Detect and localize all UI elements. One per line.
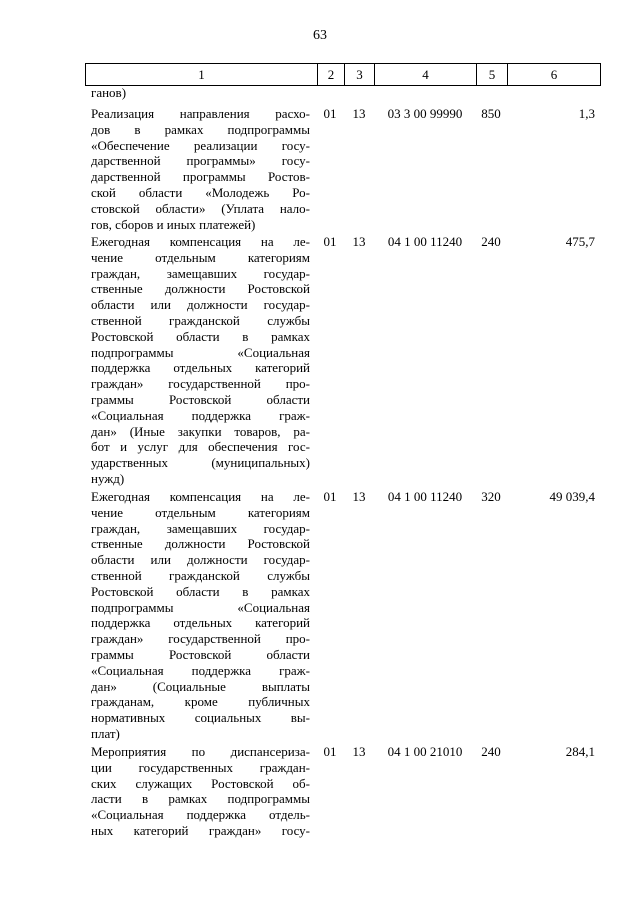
row-section-code: 01 xyxy=(323,234,337,249)
description-line: гражданам, кроме публичных xyxy=(91,694,310,710)
row-subsection-code: 13 xyxy=(352,744,366,759)
description-line: поддержка отдельных категорий xyxy=(91,360,310,376)
description-line: ственной гражданской службы xyxy=(91,312,310,328)
table-header xyxy=(85,63,601,86)
row-subsection-code: 13 xyxy=(352,106,366,121)
row-description xyxy=(91,744,310,839)
description-line: ных категорий граждан» госу- xyxy=(91,822,310,838)
description-line: дов в рамках подпрограммы xyxy=(91,121,310,137)
description-line: ласти в рамках подпрограммы xyxy=(91,791,310,807)
row-target-code: 03 3 00 99990 xyxy=(387,106,463,121)
description-line: граммы Ростовской области xyxy=(91,646,310,662)
description-line: Ежегодная компенсация на ле- xyxy=(91,234,310,249)
description-line: ских служащих Ростовской об- xyxy=(91,775,310,791)
description-line: ской области «Молодежь Ро- xyxy=(91,184,310,200)
description-line: дарственной программы» госу- xyxy=(91,153,310,169)
description-line: дан» (Социальные выплаты xyxy=(91,678,310,694)
description-line: плат) xyxy=(91,725,120,741)
description-line: гов, сборов и иных платежей) xyxy=(91,216,256,232)
row-amount: 1,3 xyxy=(578,106,595,121)
description-line: ударственных (муниципальных) xyxy=(91,455,310,471)
description-line: подпрограммы «Социальная xyxy=(91,599,310,615)
description-line: ции государственных граждан- xyxy=(91,759,310,775)
description-line: граждан» государственной про- xyxy=(91,631,310,647)
description-line: «Социальная поддержка граж- xyxy=(91,407,310,423)
row-description xyxy=(91,234,310,487)
header-col-4: 4 xyxy=(375,64,477,86)
description-line: нормативных социальных вы- xyxy=(91,710,310,726)
header-col-5: 5 xyxy=(477,64,508,86)
header-col-1: 1 xyxy=(86,64,318,86)
description-line: чение отдельным категориям xyxy=(91,504,310,520)
row-expense-type: 850 xyxy=(481,106,501,121)
row-target-code: 04 1 00 11240 xyxy=(387,489,463,504)
description-line: граждан, замещавших государ- xyxy=(91,265,310,281)
description-line: нужд) xyxy=(91,470,125,486)
page-number: 63 xyxy=(313,28,327,43)
row-section-code: 01 xyxy=(323,489,337,504)
row-target-code: 04 1 00 21010 xyxy=(387,744,463,759)
row-amount: 284,1 xyxy=(565,744,595,759)
description-line: подпрограммы «Социальная xyxy=(91,344,310,360)
description-line: дан» (Иные закупки товаров, ра- xyxy=(91,423,310,439)
description-line: ственные должности Ростовской xyxy=(91,536,310,552)
header-col-3: 3 xyxy=(345,64,375,86)
row-description xyxy=(91,489,310,742)
row-description xyxy=(91,106,310,232)
description-line: ственной гражданской службы xyxy=(91,567,310,583)
description-line: Мероприятия по диспансериза- xyxy=(91,744,310,759)
description-line: поддержка отдельных категорий xyxy=(91,615,310,631)
description-line: граммы Ростовской области xyxy=(91,391,310,407)
row-amount: 475,7 xyxy=(565,234,595,249)
description-line: Реализация направления расхо- xyxy=(91,106,310,121)
description-line: граждан, замещавших государ- xyxy=(91,520,310,536)
row-subsection-code: 13 xyxy=(352,234,366,249)
description-line: дарственной программы Ростов- xyxy=(91,169,310,185)
row-section-code: 01 xyxy=(323,744,337,759)
row-section-code: 01 xyxy=(323,106,337,121)
description-line: области или должности государ- xyxy=(91,552,310,568)
description-line: Ростовской области в рамках xyxy=(91,583,310,599)
description-line: «Социальная поддержка отдель- xyxy=(91,807,310,823)
description-line: стовской области» (Уплата нало- xyxy=(91,200,310,216)
row-expense-type: 320 xyxy=(481,489,501,504)
carryover-text: ганов) xyxy=(91,85,127,100)
description-line: Ежегодная компенсация на ле- xyxy=(91,489,310,504)
description-line: Ростовской области в рамках xyxy=(91,328,310,344)
description-line: чение отдельным категориям xyxy=(91,249,310,265)
description-line: бот и услуг для обеспечения гос- xyxy=(91,439,310,455)
row-target-code: 04 1 00 11240 xyxy=(387,234,463,249)
description-line: «Социальная поддержка граж- xyxy=(91,662,310,678)
row-subsection-code: 13 xyxy=(352,489,366,504)
header-col-2: 2 xyxy=(318,64,345,86)
header-col-6: 6 xyxy=(508,64,601,86)
description-line: области или должности государ- xyxy=(91,297,310,313)
description-line: ственные должности Ростовской xyxy=(91,281,310,297)
row-amount: 49 039,4 xyxy=(549,489,595,504)
row-expense-type: 240 xyxy=(481,234,501,249)
row-expense-type: 240 xyxy=(481,744,501,759)
description-line: граждан» государственной про- xyxy=(91,376,310,392)
description-line: «Обеспечение реализации госу- xyxy=(91,137,310,153)
